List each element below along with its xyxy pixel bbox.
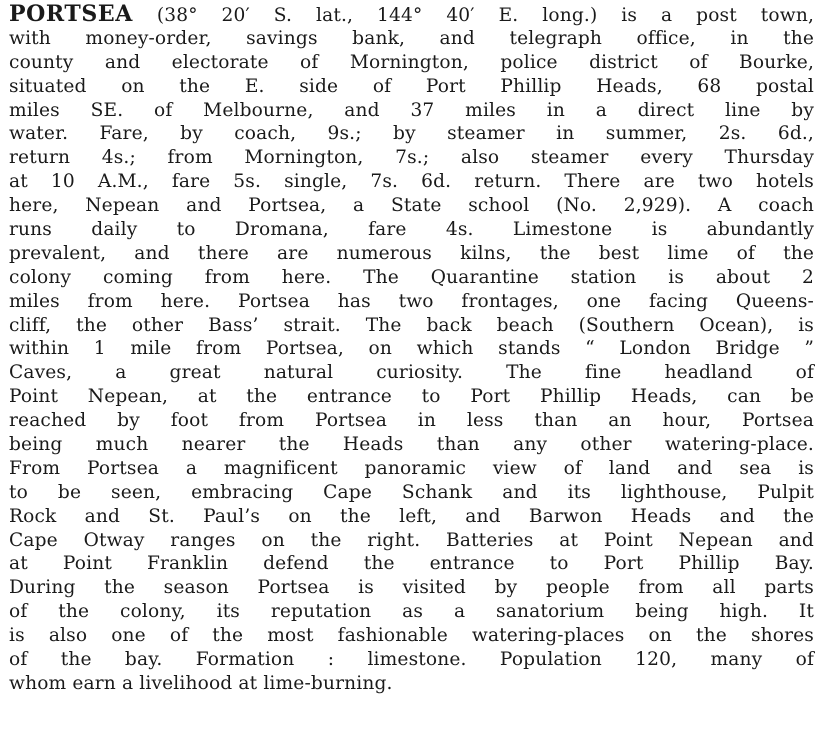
text-line: miles SE. of Melbourne, and 37 miles in a direct line by [9, 99, 814, 121]
text-line: Cape Otway ranges on the right. Batteries at Point Nepean and [9, 529, 814, 551]
text-line: During the season Portsea is visited by people from all parts [9, 577, 814, 599]
text-line: colony coming from here. The Quarantine station is about 2 [9, 266, 814, 288]
gazetteer-entry [9, 3, 814, 696]
text-line: situated on the E. side of Port Phillip Heads, 68 postal [9, 75, 814, 97]
text-line: prevalent, and there are numerous kilns, the best lime of the [9, 242, 814, 264]
text-line: at Point Franklin defend the entrance to Port Phillip Bay. [9, 553, 814, 575]
text-line: From Portsea a magnificent panoramic view of land and sea is [9, 457, 814, 479]
text-line: Rock and St. Paul’s on the left, and Barwon Heads and the [9, 505, 814, 527]
text-line [9, 3, 814, 27]
text-line: county and electorate of Mornington, police district of Bourke, [9, 51, 814, 73]
text-line: cliff, the other Bass’ strait. The back beach (Southern Ocean), is [9, 314, 814, 336]
text-line: Point Nepean, at the entrance to Port Phillip Heads, can be [9, 386, 814, 408]
text-line: at 10 A.M., fare 5s. single, 7s. 6d. return. There are two hotels [9, 171, 814, 193]
text-line: being much nearer the Heads than any other watering-place. [9, 434, 814, 456]
text-line: miles from here. Portsea has two frontages, one facing Queens- [9, 290, 814, 312]
text-line: reached by foot from Portsea in less than an hour, Portsea [9, 410, 814, 432]
text-line: runs daily to Dromana, fare 4s. Limestone is abundantly [9, 219, 814, 241]
text-line-content: (38° 20′ S. lat., 144° 40′ E. long.) is a post town, [132, 5, 814, 26]
text-line: with money-order, savings bank, and telegraph office, in the [9, 27, 814, 49]
text-line: Caves, a great natural curiosity. The fine headland of [9, 362, 814, 384]
text-line: to be seen, embracing Cape Schank and its lighthouse, Pulpit [9, 481, 814, 503]
text-line: within 1 mile from Portsea, on which stands “ London Bridge ” [9, 338, 814, 360]
text-line: of the colony, its reputation as a sanatorium being high. It [9, 601, 814, 623]
text-line: water. Fare, by coach, 9s.; by steamer in summer, 2s. 6d., [9, 123, 814, 145]
text-line: here, Nepean and Portsea, a State school (No. 2,929). A coach [9, 195, 814, 217]
text-line: of the bay. Formation : limestone. Population 120, many of [9, 649, 814, 671]
entry-headword: PORTSEA [9, 1, 133, 27]
text-line: whom earn a livelihood at lime-burning. [9, 672, 393, 694]
text-line: is also one of the most fashionable watering-places on the shores [9, 625, 814, 647]
text-line: return 4s.; from Mornington, 7s.; also steamer every Thursday [9, 147, 814, 169]
